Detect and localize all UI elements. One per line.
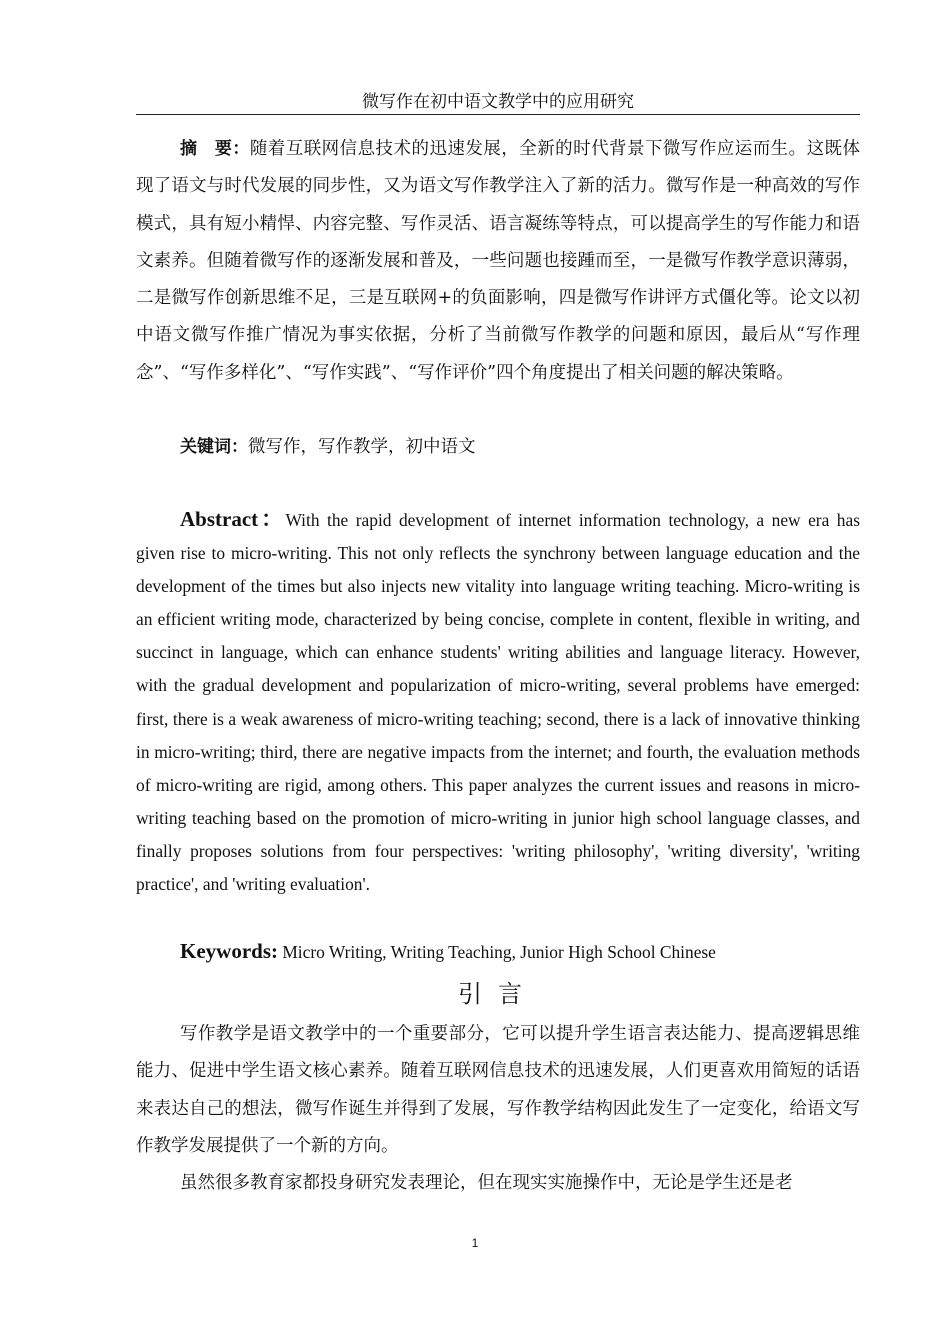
english-keywords xyxy=(136,935,860,969)
chinese-abstract-text: 随着互联网信息技术的迅速发展，全新的时代背景下微写作应运而生。这既体现了语文与时代发展的同步性，又为语文写作教学注入了新的活力。微写作是一种高效的写作模式，具有短小精悍、内容完整、写作灵活、语言凝练等特点，可以提高学生的写作能力和语文素养。但随着微写作的逐渐发展和普及，一些问题也接踵而至，一是微写作教学意识薄弱，二是微写作创新思维不足，三是互联网+的负面影响，四是微写作讲评方式僵化等。论文以初中语文微写作推广情况为事实依据，分析了当前微写作教学的问题和原因，最后从“写作理念”、“写作多样化”、“写作实践”、“写作评价”四个角度提出了相关问题的解决策略。 xyxy=(136,139,861,383)
english-abstract xyxy=(136,503,860,901)
chinese-abstract-label: 摘 要： xyxy=(180,139,250,159)
chinese-keywords-text: 微写作，写作教学，初中语文 xyxy=(248,437,476,457)
intro-paragraph-2: 虽然很多教育家都投身研究发表理论，但在现实实施操作中，无论是学生还是老 xyxy=(180,1173,793,1193)
english-abstract-text: With the rapid development of internet information technology, a new era has given rise to micro-writing. This not only reflects the synchrony between language education and the development of the times but also injects new vitality into language writing teaching. Micro-writing is an efficient writing mode, characterized by being concise, complete in content, flexible in writing, and succinct in language, which can enhance students' writing abilities and language literacy. However, with the gradual development and popularization of micro-writing, several problems have emerged: first, there is a weak awareness of micro-writing teaching; second, there is a lack of innovative thinking in micro-writing; third, there are negative impacts from the internet; and fourth, the evaluation methods of micro-writing are rigid, among others. This paper analyzes the current issues and reasons in micro-writing teaching based on the promotion of micro-writing in junior high school language classes, and finally proposes solutions from four perspectives: 'writing philosophy', 'writing diversity', 'writing practice', and 'writing evaluation'. xyxy=(136,510,860,895)
chinese-keywords xyxy=(136,429,860,466)
running-header: 微写作在初中语文教学中的应用研究 xyxy=(136,90,860,115)
chinese-abstract xyxy=(136,131,860,392)
english-abstract-label: Abstract： xyxy=(180,507,286,531)
english-keywords-label: Keywords: xyxy=(180,939,278,963)
page-number: 1 xyxy=(471,1236,479,1250)
section-title-introduction: 引言 xyxy=(458,980,538,1008)
chinese-keywords-label: 关键词： xyxy=(180,437,248,457)
intro-paragraph-1: 写作教学是语文教学中的一个重要部分，它可以提升学生语言表达能力、提高逻辑思维能力、促进中学生语文核心素养。随着互联网信息技术的迅速发展，人们更喜欢用简短的话语来表达自己的想法，微写作诞生并得到了发展，写作教学结构因此发生了一定变化，给语文写作教学发展提供了一个新的方向。 xyxy=(136,1024,860,1156)
english-keywords-text: Micro Writing, Writing Teaching, Junior High School Chinese xyxy=(278,942,716,962)
